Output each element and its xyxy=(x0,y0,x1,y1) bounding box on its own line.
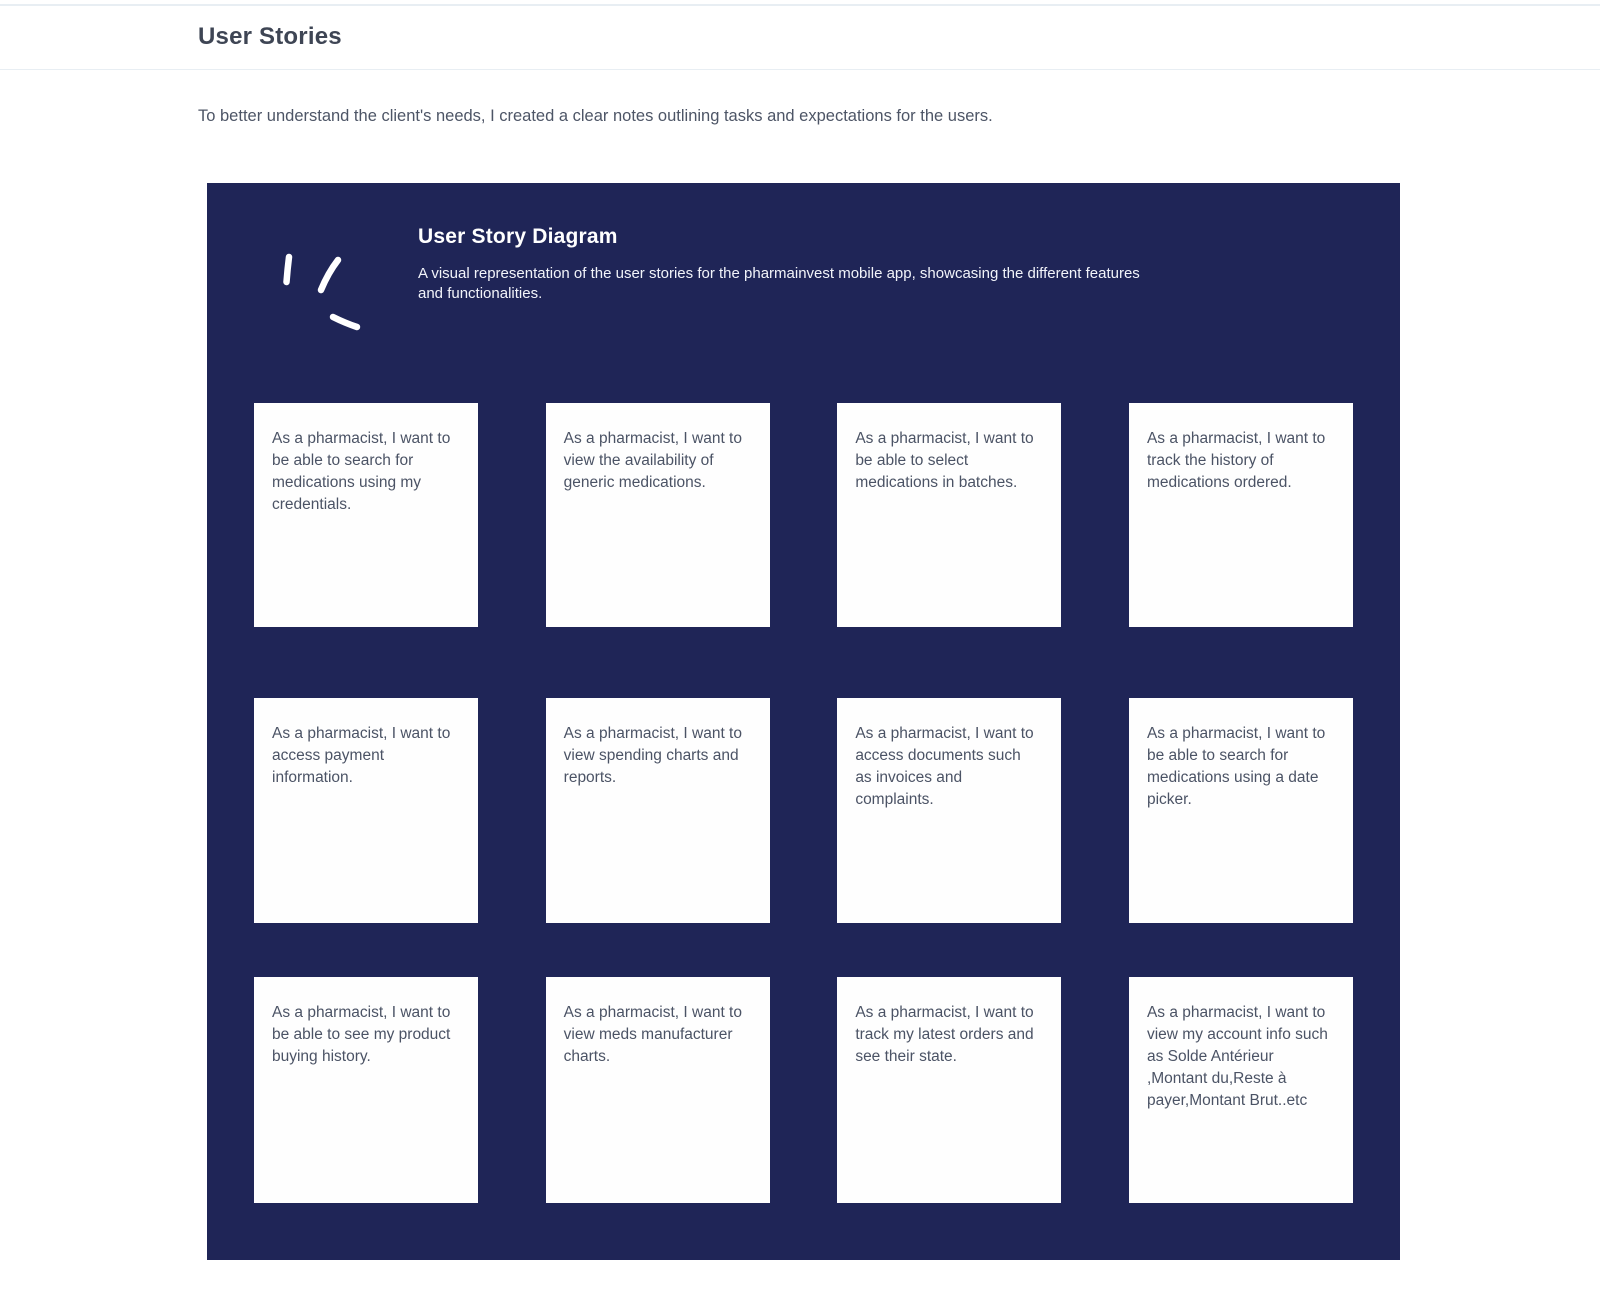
user-story-text: As a pharmacist, I want to be able to search for medications using my credentials. xyxy=(272,430,451,513)
user-story-text: As a pharmacist, I want to be able to select medications in batches. xyxy=(855,430,1034,491)
user-story-card xyxy=(1129,698,1353,923)
user-story-card xyxy=(837,977,1061,1203)
user-story-card xyxy=(254,403,478,627)
user-story-text: As a pharmacist, I want to view spending charts and reports. xyxy=(563,725,742,786)
page-title: User Stories xyxy=(198,23,342,50)
sketch-marks-icon xyxy=(272,249,367,334)
user-story-card xyxy=(546,698,770,923)
cards-row-2 xyxy=(207,698,1400,923)
user-story-text: As a pharmacist, I want to view my account info such as Solde Antérieur ,Montant du,Reste à payer,Montant Brut..etc xyxy=(1146,1004,1328,1109)
user-story-text: As a pharmacist, I want to access payment information. xyxy=(272,725,451,786)
cards-row-3 xyxy=(207,977,1400,1203)
user-story-card xyxy=(546,403,770,627)
user-story-card xyxy=(254,698,478,923)
user-story-text: As a pharmacist, I want to be able to search for medications using a date picker. xyxy=(1146,725,1326,808)
user-story-text: As a pharmacist, I want to be able to see my product buying history. xyxy=(272,1004,451,1065)
cards-row-1 xyxy=(207,403,1400,627)
user-story-card xyxy=(1129,977,1353,1203)
user-story-card xyxy=(546,977,770,1203)
intro-text: To better understand the client's needs, I created a clear notes outlining tasks and expectations for the users. xyxy=(198,107,993,125)
user-story-card xyxy=(254,977,478,1203)
user-story-card xyxy=(837,403,1061,627)
user-story-diagram-panel xyxy=(207,183,1400,1260)
user-story-text: As a pharmacist, I want to track the history of medications ordered. xyxy=(1146,430,1326,491)
panel-title: User Story Diagram xyxy=(418,225,618,248)
panel-header xyxy=(418,223,1178,303)
page-header xyxy=(0,6,1600,70)
user-story-card xyxy=(837,698,1061,923)
user-story-text: As a pharmacist, I want to view meds manufacturer charts. xyxy=(563,1004,742,1065)
user-story-text: As a pharmacist, I want to track my latest orders and see their state. xyxy=(855,1004,1034,1065)
panel-description: A visual representation of the user stories for the pharmainvest mobile app, showcasing the different features and functionalities. xyxy=(418,265,1140,302)
user-story-text: As a pharmacist, I want to view the availability of generic medications. xyxy=(563,430,742,491)
user-story-card xyxy=(1129,403,1353,627)
user-story-text: As a pharmacist, I want to access documents such as invoices and complaints. xyxy=(855,725,1034,808)
